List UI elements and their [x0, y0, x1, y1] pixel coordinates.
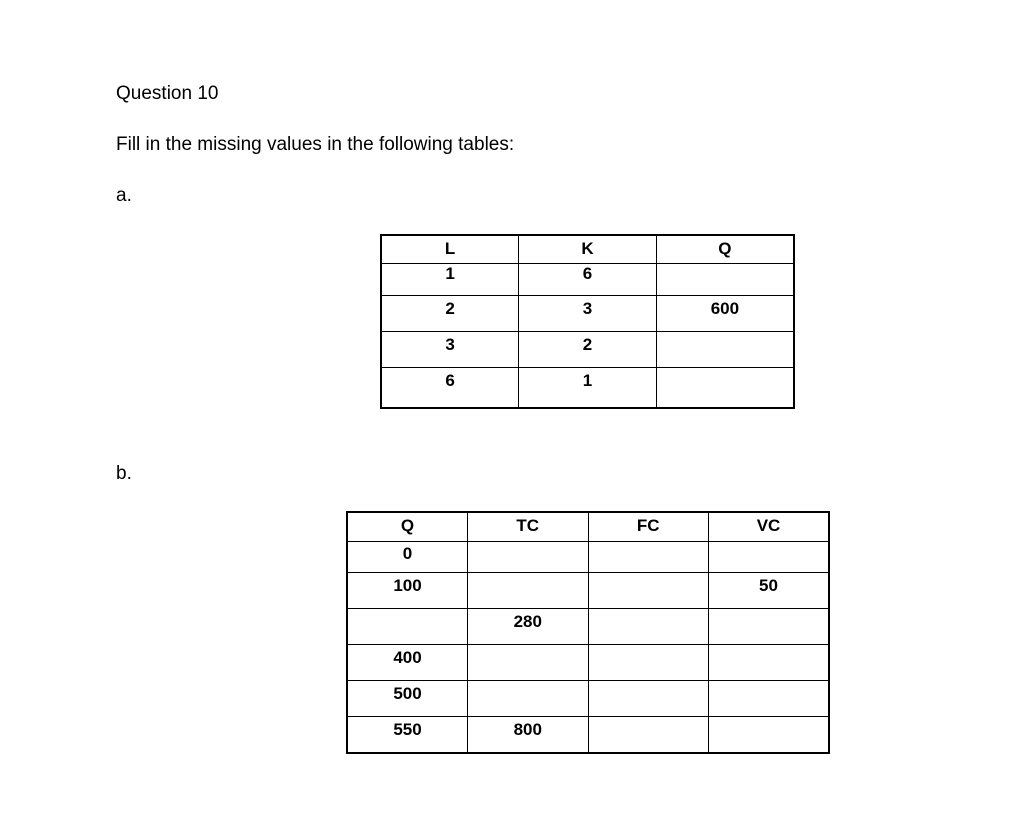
question-instruction: Fill in the missing values in the following tables:: [116, 134, 515, 155]
table-cell: [588, 572, 709, 608]
table-b-header-fc: FC: [588, 512, 709, 541]
table-row: [347, 680, 829, 716]
table-row: [347, 608, 829, 644]
table-cell: [588, 541, 709, 572]
table-a-header-row: [381, 235, 794, 263]
table-cell: [709, 644, 830, 680]
table-cell: [709, 608, 830, 644]
table-cell: 600: [656, 295, 794, 331]
table-cell: 400: [347, 644, 468, 680]
table-cell: [468, 644, 589, 680]
table-cell: 3: [381, 331, 519, 367]
table-cell: 2: [519, 331, 657, 367]
part-b-label: b.: [116, 463, 132, 484]
table-a-header-k: K: [519, 235, 657, 263]
table-cell: 0: [347, 541, 468, 572]
table-b-header-row: [347, 512, 829, 541]
table-row: [381, 331, 794, 367]
question-title: Question 10: [116, 83, 219, 104]
table-row: [347, 572, 829, 608]
table-cell: 1: [519, 367, 657, 408]
table-row: [347, 644, 829, 680]
table-cell: [588, 680, 709, 716]
table-row: [381, 263, 794, 295]
table-cell: [468, 572, 589, 608]
table-row: [381, 367, 794, 408]
part-a-label: a.: [116, 185, 132, 206]
table-cell: 800: [468, 716, 589, 753]
table-cell: [468, 541, 589, 572]
table-a: [380, 234, 795, 409]
table-cell: [468, 680, 589, 716]
table-cell: 3: [519, 295, 657, 331]
table-cell: [656, 367, 794, 408]
table-cell: 6: [519, 263, 657, 295]
table-cell: 2: [381, 295, 519, 331]
table-cell: [656, 263, 794, 295]
table-row: [347, 716, 829, 753]
table-cell: [709, 716, 830, 753]
table-cell: [709, 541, 830, 572]
table-b-header-tc: TC: [468, 512, 589, 541]
table-b-header-vc: VC: [709, 512, 830, 541]
table-cell: 550: [347, 716, 468, 753]
table-cell: 500: [347, 680, 468, 716]
table-cell: 280: [468, 608, 589, 644]
table-cell: 50: [709, 572, 830, 608]
table-cell: [347, 608, 468, 644]
table-cell: 1: [381, 263, 519, 295]
table-cell: [656, 331, 794, 367]
table-a-header-q: Q: [656, 235, 794, 263]
table-cell: [709, 680, 830, 716]
table-cell: [588, 608, 709, 644]
table-row: [347, 541, 829, 572]
table-b: [346, 511, 830, 754]
table-cell: [588, 644, 709, 680]
table-row: [381, 295, 794, 331]
table-b-header-q: Q: [347, 512, 468, 541]
table-cell: [588, 716, 709, 753]
table-a-header-l: L: [381, 235, 519, 263]
table-cell: 6: [381, 367, 519, 408]
table-cell: 100: [347, 572, 468, 608]
